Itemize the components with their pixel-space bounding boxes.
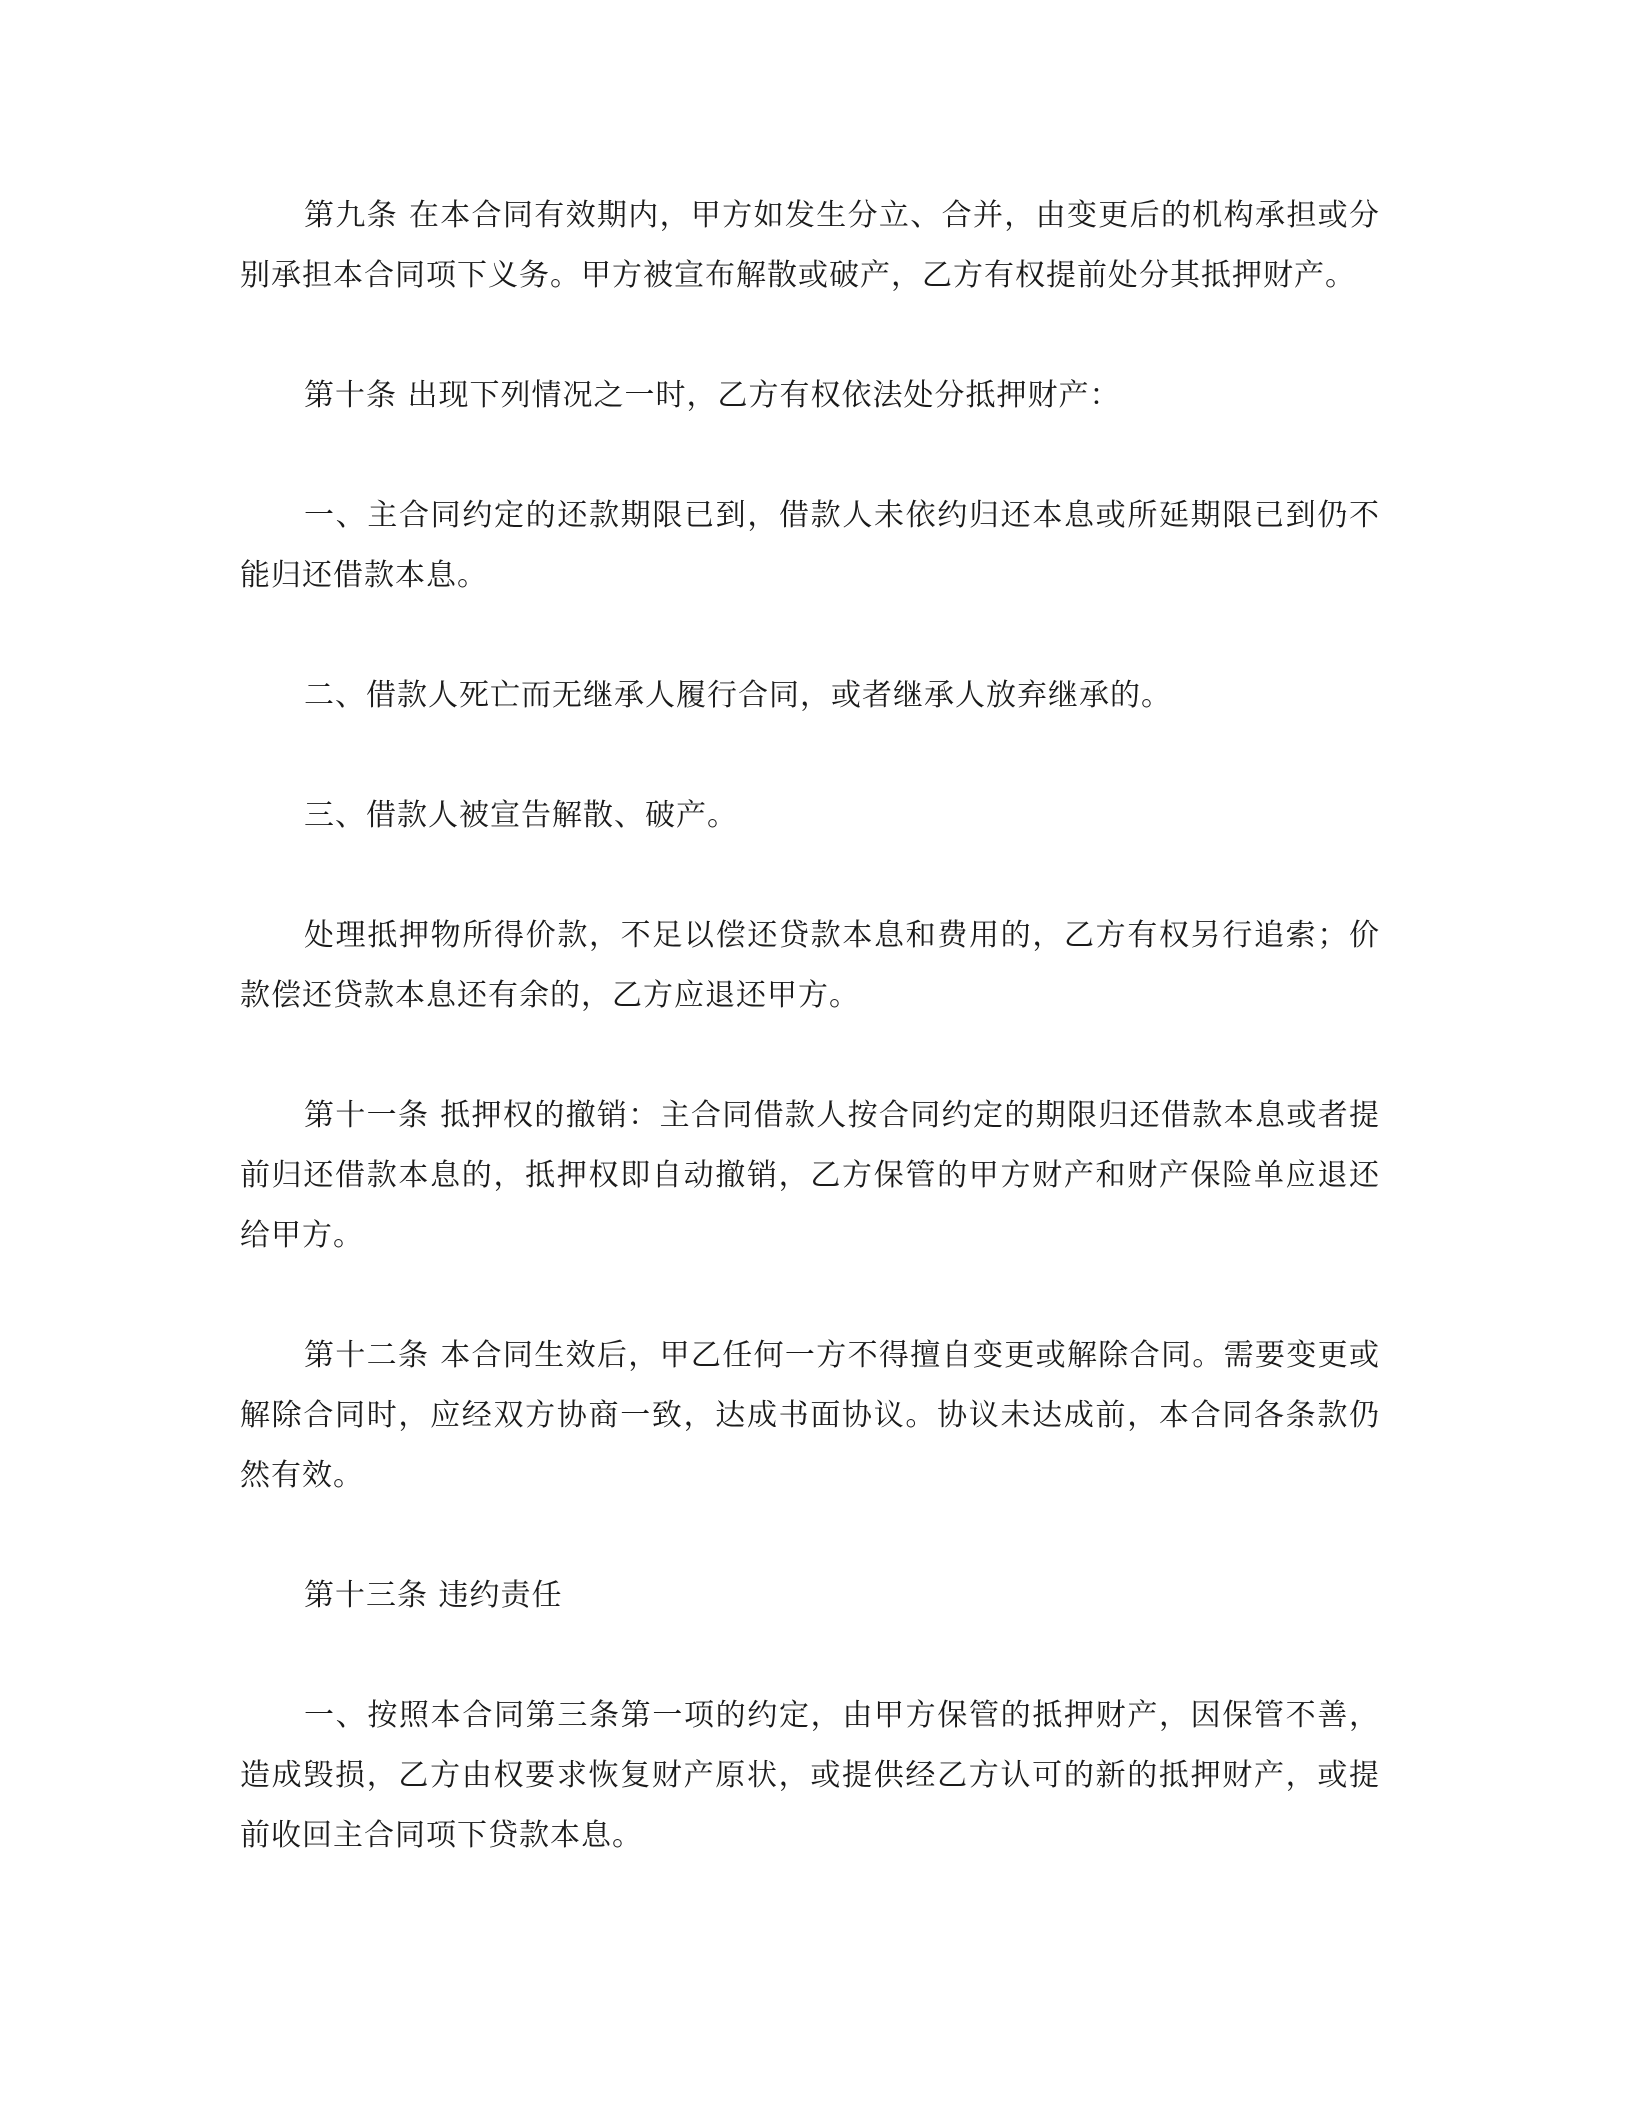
paragraph-article-10-item-2: 二、借款人死亡而无继承人履行合同，或者继承人放弃继承的。 bbox=[304, 678, 1172, 713]
paragraph-article-11: 第十一条 抵押权的撤销：主合同借款人按合同约定的期限归还借款本息或者提前归还借款本息的，抵押权即自动撤销，乙方保管的甲方财产和财产保险单应退还给甲方。 bbox=[240, 1098, 1380, 1253]
paragraph-article-10-item-3: 三、借款人被宣告解散、破产。 bbox=[304, 798, 738, 833]
paragraph-proceeds-handling: 处理抵押物所得价款，不足以偿还贷款本息和费用的，乙方有权另行追索；价款偿还贷款本息还有余的，乙方应退还甲方。 bbox=[240, 918, 1380, 1013]
document-body bbox=[240, 186, 1380, 1866]
paragraph-article-13-heading: 第十三条 违约责任 bbox=[304, 1578, 563, 1613]
paragraph-article-9: 第九条 在本合同有效期内，甲方如发生分立、合并，由变更后的机构承担或分别承担本合同项下义务。甲方被宣布解散或破产，乙方有权提前处分其抵押财产。 bbox=[240, 198, 1380, 293]
paragraph-article-10: 第十条 出现下列情况之一时，乙方有权依法处分抵押财产： bbox=[304, 378, 1121, 413]
paragraph-article-10-item-1: 一、主合同约定的还款期限已到，借款人未依约归还本息或所延期限已到仍不能归还借款本息。 bbox=[240, 498, 1380, 593]
paragraph-article-13-item-1: 一、按照本合同第三条第一项的约定，由甲方保管的抵押财产，因保管不善，造成毁损，乙方由权要求恢复财产原状，或提供经乙方认可的新的抵押财产，或提前收回主合同项下贷款本息。 bbox=[240, 1698, 1380, 1853]
paragraph-article-12: 第十二条 本合同生效后，甲乙任何一方不得擅自变更或解除合同。需要变更或解除合同时，应经双方协商一致，达成书面协议。协议未达成前，本合同各条款仍然有效。 bbox=[240, 1338, 1380, 1493]
